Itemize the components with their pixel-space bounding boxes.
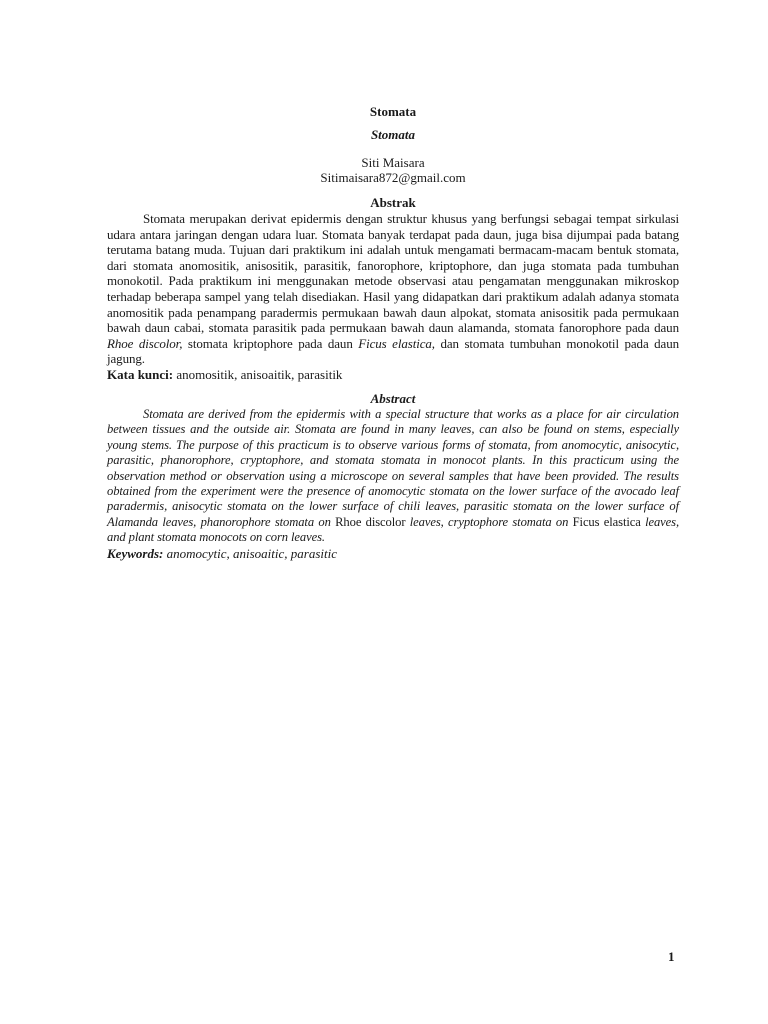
abstrak-species-1: Rhoe discolor, bbox=[107, 335, 183, 351]
abstract-text-1: Stomata are derived from the epidermis with a special structure that works as a place for air circulation between tissues and the outside air. Stomata are found in many leaves, can also be found on stems, especially young stems. The purpose of this practicum is to observe various forms of stomata, from anomocytic, anisocytic, parasitic, phanorophore, cryptophore, and stomata stomata in monocot plants. In this practicum using the observation method or observation using a microscope on several samples that have been provided. The results obtained from the experiment were the presence of anomocytic stomata on the lower surface of the avocado leaf paradermis, anisocytic stomata on the lower surface of chili leaves, parasitic stomata on the lower surface of Alamanda leaves, phanorophore stomata on bbox=[107, 406, 679, 529]
abstract-body bbox=[107, 407, 679, 546]
abstract-text-2: leaves, cryptophore stomata on bbox=[405, 514, 573, 529]
abstract-text-3: leaves, and plant stomata monocots on corn leaves. bbox=[107, 514, 679, 545]
abstract-species-2: Ficus elastica bbox=[572, 514, 641, 529]
abstrak-species-2: Ficus elastica, bbox=[358, 335, 435, 351]
author-name: Siti Maisara bbox=[361, 155, 425, 170]
abstract-keywords-label: Keywords: bbox=[107, 545, 164, 561]
document-content bbox=[107, 103, 679, 562]
abstrak-text-2: stomata kriptophore pada daun bbox=[182, 335, 359, 351]
paper-title: Stomata bbox=[369, 104, 417, 119]
page-number: 1 bbox=[668, 949, 675, 964]
abstrak-keywords-list: anomositik, anisoaitik, parasitik bbox=[173, 366, 343, 382]
abstrak-text-1: Stomata merupakan derivat epidermis dengan struktur khusus yang berfungsi sebagai tempat sirkulasi udara antara jaringan dengan udara luar. Stomata banyak terdapat pada daun, juga bisa dijumpai pada batang terutama batang muda. Tujuan dari praktikum ini adalah untuk mengamati bermacam-macam bentuk stomata, dari stomata anomositik, anisositik, parasitik, fanorophore, kriptophore, dan juga stomata pada tumbuhan monokotil. Pada praktikum ini menggunakan metode observasi atau pengamatan menggunakan mikroskop terhadap beberapa sampel yang telah disediakan. Hasil yang didapatkan dari praktikum adalah adanya stomata anomositik pada penampang paradermis permukaan bawah daun alpokat, stomata anisositik pada permukaan bawah daun cabai, stomata parasitik pada permukaan bawah daun alamanda, stomata fanorophore pada daun bbox=[107, 211, 679, 336]
abstrak-keywords-label: Kata kunci: bbox=[107, 366, 174, 382]
abstrak-heading: Abstrak bbox=[370, 195, 416, 210]
abstrak-text-3: dan stomata tumbuhan monokotil pada daun jagung. bbox=[107, 335, 680, 367]
paper-subtitle: Stomata bbox=[370, 127, 416, 142]
abstract-species-1: Rhoe discolor bbox=[335, 514, 406, 529]
abstrak-body bbox=[107, 211, 679, 367]
author-email: Sitimaisara872@gmail.com bbox=[320, 170, 466, 185]
abstract-keywords-list: anomocytic, anisoaitic, parasitic bbox=[163, 545, 338, 561]
abstrak-keywords bbox=[107, 367, 679, 383]
abstract-heading: Abstract bbox=[370, 390, 416, 406]
abstract-keywords bbox=[107, 546, 679, 562]
